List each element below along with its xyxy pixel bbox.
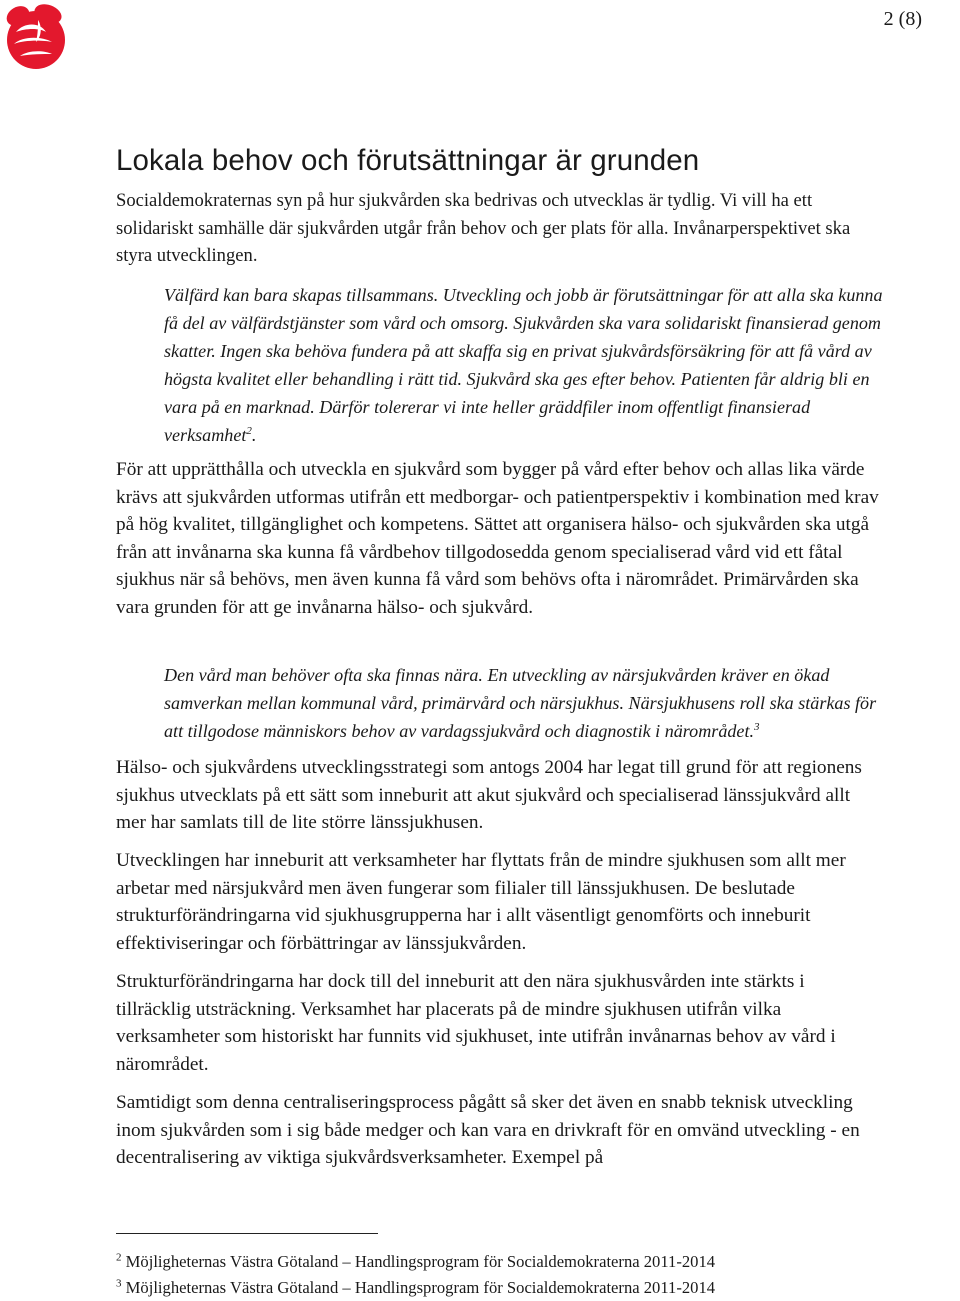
footnote — [116, 1278, 715, 1298]
page-number: 2 (8) — [883, 8, 922, 30]
footnote-text: Möjligheternas Västra Götaland – Handlingsprogram för Socialdemokraterna 2011-2014 — [125, 1252, 716, 1271]
quote-text: Den vård man behöver ofta ska finnas nära. En utveckling av närsjukvården kräver en ökad samverkan mellan kommunal vård, primärvård och närsjukhus. Närsjukhusens roll ska stärkas för att tillgodose människors behov av vardagssjukvård och diagnostik i närområdet. — [164, 665, 877, 741]
footnote — [116, 1252, 715, 1272]
quote-block-1: Välfärd kan bara skapas tillsammans. Utveckling och jobb är förutsättningar för att alla ska kunna få del av välfärdstjänster som vård och omsorg. Sjukvården ska vara solidariskt finansierad genom skatter. Ingen ska behöva fundera på att skaffa sig en privat sjukvårdsförsäkring för att få vård av högsta kvalitet eller behandling i rätt tid. Sjukvård ska ges efter behov. Patienten får aldrig bli en vara på en marknad. Därför tolererar vi inte heller gräddfiler inom offentligt finansierad verksamhet$^2$. — [164, 285, 883, 445]
body-paragraph: Samtidigt som denna centraliseringsprocess pågått så sker det även en snabb teknisk utveckling inom sjukvården som i sig både medger och kan vara en drivkraft för en omvänd utveckling - en decentralisering av viktiga sjukvårdsverksamheter. Exempel på — [116, 1092, 860, 1169]
footnote-number: 2 — [116, 1251, 122, 1264]
body-paragraph: Hälso- och sjukvårdens utvecklingsstrategi som antogs 2004 har legat till grund för att regionens sjukhus utvecklats på ett sätt som inneburit att akut sjukvård och specialiserad länssjukvård allt mer har samlats till de lite större länssjukhusen. — [116, 757, 862, 834]
body-paragraph: Strukturförändringarna har dock till del inneburit att den nära sjukhusvården inte stärkts i tillräcklig utsträckning. Verksamhet har placerats på de mindre sjukhusen utifrån vilka verksamheter som historiskt har funnits vid sjukhuset, inte utifrån invånarnas behov av vård i närområdet. — [116, 971, 836, 1075]
footnote-ref: 3 — [754, 720, 760, 733]
rose-logo-icon — [2, 2, 70, 74]
footnote-text: Möjligheternas Västra Götaland – Handlingsprogram för Socialdemokraterna 2011-2014 — [125, 1278, 716, 1297]
intro-paragraph: Socialdemokraternas syn på hur sjukvården ska bedrivas och utvecklas är tydlig. Vi vill ha ett solidariskt samhälle där sjukvården utgår från behov och ger plats för alla. Invånarperspektivet ska styra utvecklingen. — [116, 190, 851, 267]
footnote-divider — [116, 1233, 378, 1234]
quote-text: Välfärd kan bara skapas tillsammans. Utveckling och jobb är förutsättningar för att alla ska kunna få del av välfärdstjänster som vård och omsorg. Sjukvården ska vara solidariskt finansierad genom skatter. Ingen ska behöva fundera på att skaffa sig en privat sjukvårdsförsäkring för att få vård av högsta kvalitet eller behandling i rätt tid. Sjukvård ska ges efter behov. Patienten får aldrig bli en vara på en marknad. Därför tolererar vi inte heller gräddfiler inom offentligt finansierad verksamhet — [164, 285, 883, 445]
footnote-ref: 2 — [246, 424, 252, 437]
quote-block-2 — [164, 661, 894, 745]
page-title: Lokala behov och förutsättningar är grunden — [116, 144, 700, 177]
body-paragraph: Utvecklingen har inneburit att verksamheter har flyttats från de mindre sjukhusen som allt mer arbetar med närsjukvård men även fungerar som filialer till länssjukhusen. De beslutade strukturförändringarna vid sjukhusgrupperna har i allt väsentligt genomförts och inneburit effektiviseringar och förbättringar av länssjukvården. — [116, 850, 846, 954]
body-paragraph: För att upprätthålla och utveckla en sjukvård som bygger på vård efter behov och allas lika värde krävs att sjukvården utformas utifrån ett medborgar- och patientperspektiv i kombination med krav på hög kvalitet, tillgänglighet och kompetens. Sättet att organisera hälso- och sjukvården ska utgå från att invånarna ska kunna få vårdbehov tillgodosedda genom specialiserad vård vid ett fåtal sjukhus när så behövs, men även kunna få vård som behövs ofta i närområdet. Primärvården ska vara grunden för att ge invånarna hälso- och sjukvård. — [116, 459, 879, 618]
footnote-number: 3 — [116, 1277, 122, 1290]
